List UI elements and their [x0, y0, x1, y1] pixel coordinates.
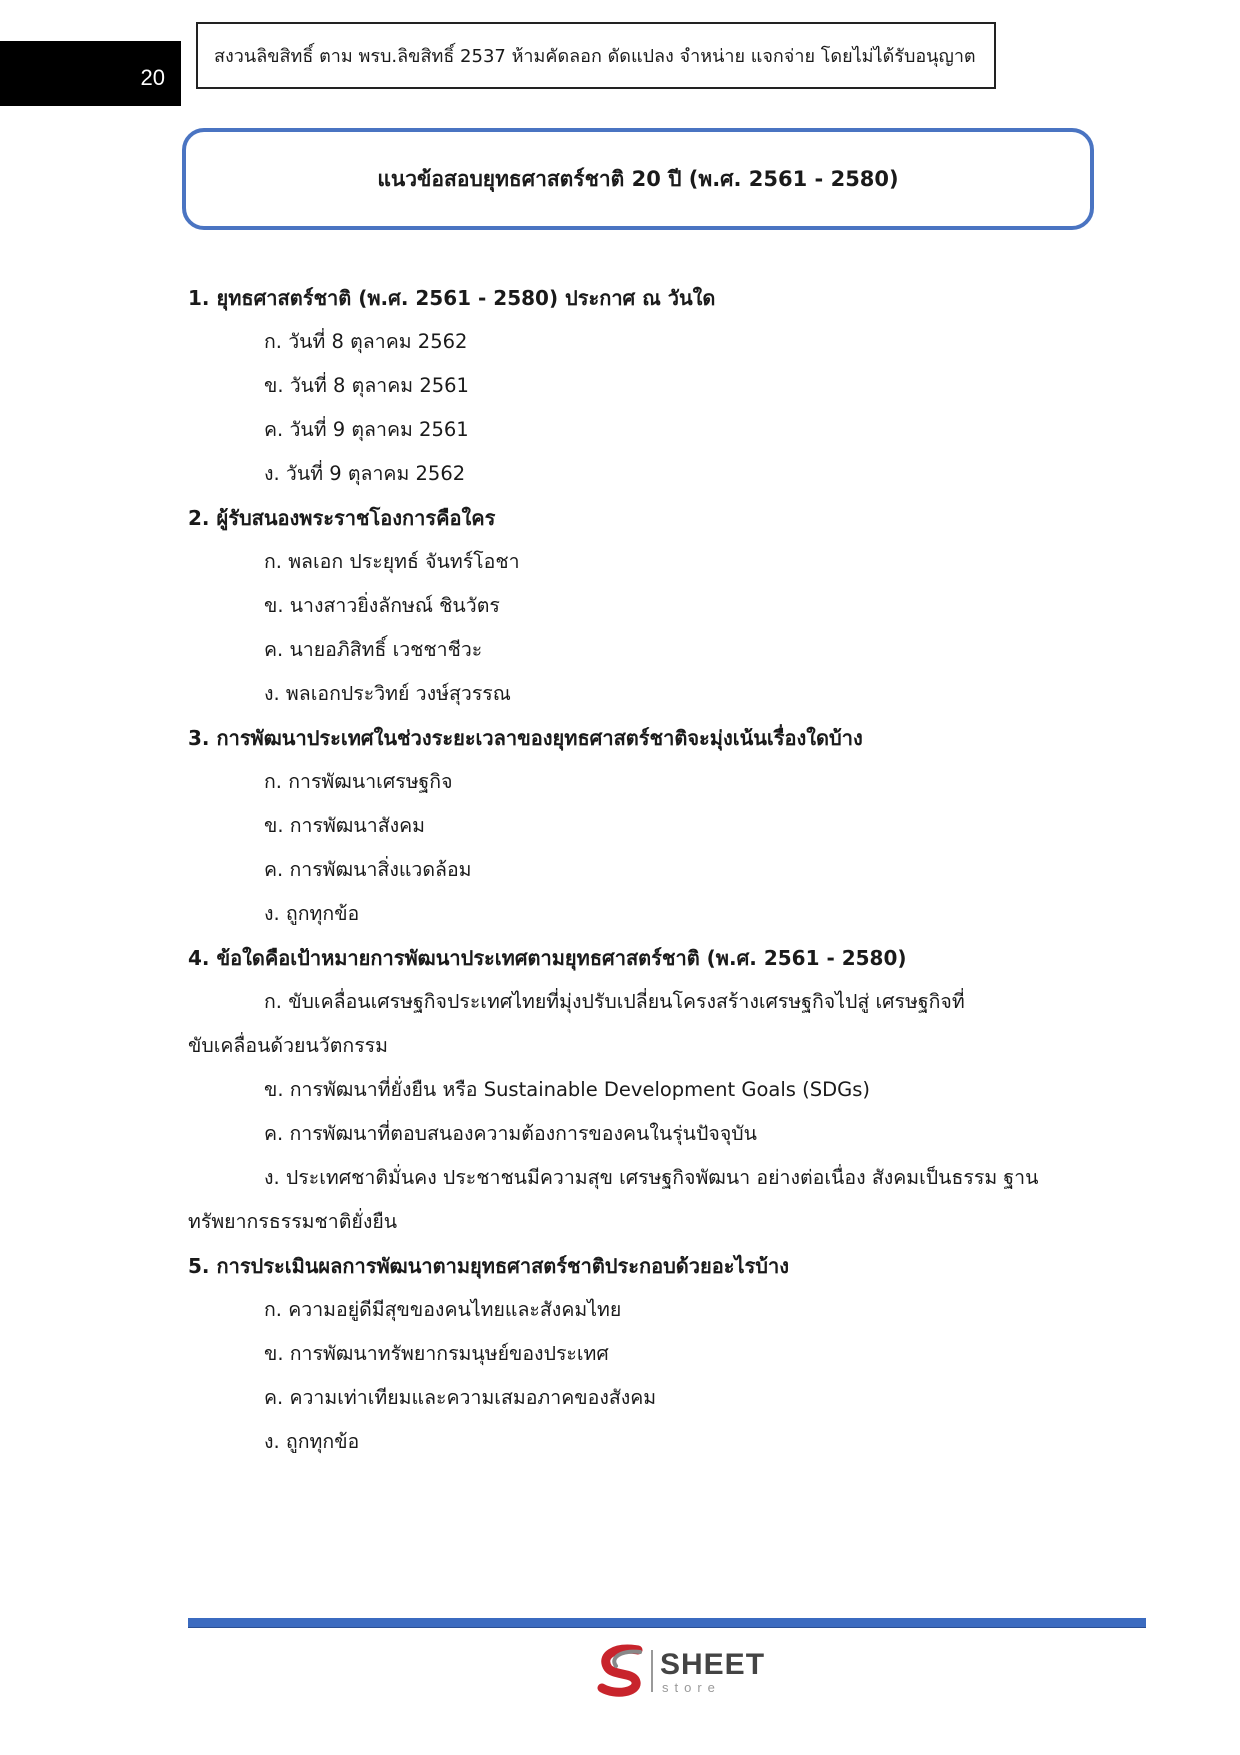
copyright-text: สงวนลิขสิทธิ์ ตาม พรบ.ลิขสิทธิ์ 2537 ห้ามคัดลอก ดัดแปลง จำหน่าย แจกจ่าย โดยไม่ได้รับอนุญาต	[214, 46, 976, 67]
page-number: 20	[140, 65, 165, 90]
question-1: 1. ยุทธศาสตร์ชาติ (พ.ศ. 2561 - 2580) ประกาศ ณ วันใด	[188, 286, 716, 310]
page-number-tab	[0, 41, 181, 106]
option-5c: ค. ความเท่าเทียมและความเสมอภาคของสังคม	[264, 1386, 657, 1409]
option-3d: ง. ถูกทุกข้อ	[264, 902, 360, 925]
option-4a-continued: ขับเคลื่อนด้วยนวัตกรรม	[188, 1034, 388, 1057]
option-4b: ข. การพัฒนาที่ยั่งยืน หรือ Sustainable Development Goals (SDGs)	[264, 1078, 871, 1101]
question-3: 3. การพัฒนาประเทศในช่วงระยะเวลาของยุทธศาสตร์ชาติจะมุ่งเน้นเรื่องใดบ้าง	[188, 726, 863, 750]
option-5b: ข. การพัฒนาทรัพยากรมนุษย์ของประเทศ	[264, 1342, 609, 1365]
option-2d: ง. พลเอกประวิทย์ วงษ์สุวรรณ	[264, 682, 511, 705]
option-3c: ค. การพัฒนาสิ่งแวดล้อม	[264, 858, 472, 881]
option-4a: ก. ขับเคลื่อนเศรษฐกิจประเทศไทยที่มุ่งปรับเปลี่ยนโครงสร้างเศรษฐกิจไปสู่ เศรษฐกิจที่	[264, 990, 965, 1013]
logo-text: SHEET	[660, 1648, 766, 1681]
question-5: 5. การประเมินผลการพัฒนาตามยุทธศาสตร์ชาติประกอบด้วยอะไรบ้าง	[188, 1254, 789, 1278]
option-2a: ก. พลเอก ประยุทธ์ จันทร์โอชา	[264, 550, 520, 573]
option-2b: ข. นางสาวยิ่งลักษณ์ ชินวัตร	[264, 594, 500, 617]
option-1a: ก. วันที่ 8 ตุลาคม 2562	[264, 330, 468, 353]
footer-divider	[188, 1618, 1146, 1628]
option-1b: ข. วันที่ 8 ตุลาคม 2561	[264, 374, 469, 397]
question-2: 2. ผู้รับสนองพระราชโองการคือใคร	[188, 506, 496, 530]
page-title: แนวข้อสอบยุทธศาสตร์ชาติ 20 ปี (พ.ศ. 2561 - 2580)	[377, 166, 899, 191]
option-3b: ข. การพัฒนาสังคม	[264, 814, 426, 837]
option-4d-continued: ทรัพยากรธรรมชาติยั่งยืน	[188, 1210, 398, 1233]
option-2c: ค. นายอภิสิทธิ์ เวชชาชีวะ	[264, 638, 483, 661]
option-5a: ก. ความอยู่ดีมีสุขของคนไทยและสังคมไทย	[264, 1298, 622, 1321]
logo-subtext: store	[662, 1680, 721, 1695]
option-4d: ง. ประเทศชาติมั่นคง ประชาชนมีความสุข เศรษฐกิจพัฒนา อย่างต่อเนื่อง สังคมเป็นธรรม ฐาน	[264, 1166, 1039, 1189]
option-5d: ง. ถูกทุกข้อ	[264, 1430, 360, 1453]
option-4c: ค. การพัฒนาที่ตอบสนองความต้องการของคนในรุ่นปัจจุบัน	[264, 1122, 757, 1145]
copyright-notice	[196, 22, 996, 89]
option-1d: ง. วันที่ 9 ตุลาคม 2562	[264, 462, 466, 485]
option-3a: ก. การพัฒนาเศรษฐกิจ	[264, 770, 453, 793]
title-box	[182, 128, 1094, 230]
option-1c: ค. วันที่ 9 ตุลาคม 2561	[264, 418, 469, 441]
question-list	[188, 276, 1088, 1464]
question-4: 4. ข้อใดคือเป้าหมายการพัฒนาประเทศตามยุทธศาสตร์ชาติ (พ.ศ. 2561 - 2580)	[188, 946, 907, 970]
